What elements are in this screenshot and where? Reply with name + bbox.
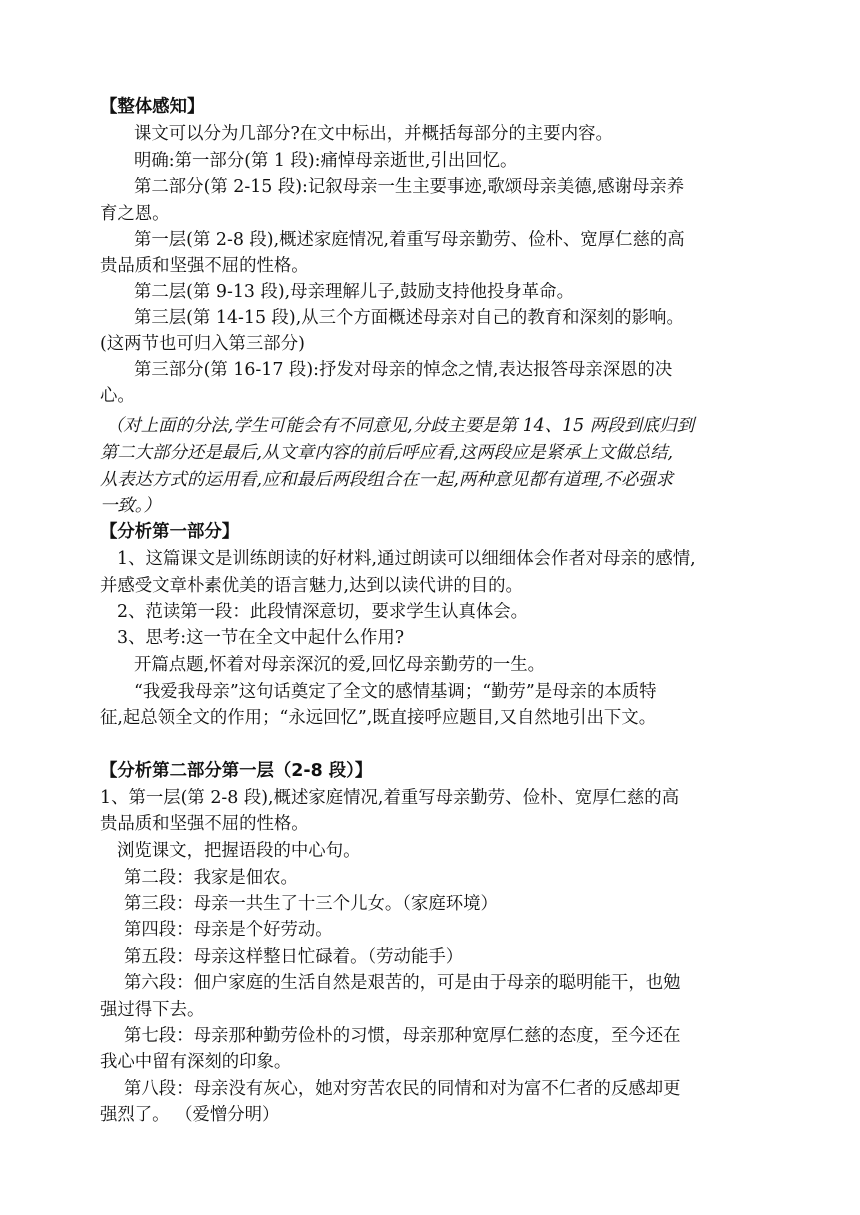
paragraph-line: 2、范读第一段：此段情深意切，要求学生认真体会。 (117, 602, 529, 622)
paragraph-line: 强烈了。 （爱憎分明） (100, 1105, 280, 1125)
paragraph-line: 强过得下去。 (100, 1000, 205, 1020)
note-line: 第二大部分还是最后,从文章内容的前后呼应看,这两段应是紧承上文做总结, (100, 443, 674, 463)
note-line: 从表达方式的运用看,应和最后两段组合在一起,两种意见都有道理,不必强求 (100, 470, 674, 490)
paragraph-line: 第二段：我家是佃农。 (124, 868, 298, 888)
paragraph-line: 心。 (100, 386, 135, 406)
section-title-part1: 【分析第一部分】 (100, 522, 240, 542)
paragraph-line: 育之恩。 (100, 204, 170, 224)
note-line: （对上面的分法,学生可能会有不同意见,分歧主要是第 14、15 两段到底归到 (106, 416, 695, 436)
paragraph-line: 第五段：母亲这样整日忙碌着。（劳动能手） (124, 947, 464, 967)
paragraph-line: 第三层(第 14-15 段),从三个方面概述母亲对自己的教育和深刻的影响。 (134, 308, 684, 328)
paragraph-line: 贵品质和坚强不屈的性格。 (100, 256, 309, 276)
paragraph-line: 明确:第一部分(第 1 段):痛悼母亲逝世,引出回忆。 (134, 151, 518, 171)
paragraph-line: 开篇点题,怀着对母亲深沉的爱,回忆母亲勤劳的一生。 (134, 655, 546, 675)
paragraph-line: 贵品质和坚强不屈的性格。 (100, 814, 309, 834)
paragraph-line: (这两节也可归入第三部分) (100, 334, 305, 354)
paragraph-line: 第八段：母亲没有灰心，她对穷苦农民的同情和对为富不仁者的反感却更 (124, 1079, 681, 1099)
paragraph-line: 我心中留有深刻的印象。 (100, 1052, 292, 1072)
paragraph-line: 课文可以分为几部分?在文中标出，并概括每部分的主要内容。 (134, 124, 613, 144)
paragraph-line: 1、第一层(第 2-8 段),概述家庭情况,着重写母亲勤劳、俭朴、宽厚仁慈的高 (100, 788, 680, 808)
paragraph-line: 并感受文章朴素优美的语言魅力,达到以读代讲的目的。 (100, 576, 523, 596)
paragraph-line: “我爱我母亲”这句话奠定了全文的感情基调；“勤劳”是母亲的本质特 (134, 682, 657, 702)
paragraph-line: 第三段：母亲一共生了十三个儿女。（家庭环境） (124, 894, 498, 914)
paragraph-line: 第六段：佃户家庭的生活自然是艰苦的，可是由于母亲的聪明能干，也勉 (124, 973, 681, 993)
note-line: 一致。） (100, 496, 161, 516)
section-title-overview: 【整体感知】 (100, 97, 205, 117)
paragraph-line: 征,起总领全文的作用；“永远回忆”,既直接呼应题目,又自然地引出下文。 (100, 708, 657, 728)
paragraph-line: 第二部分(第 2-15 段):记叙母亲一生主要事迹,歌颂母亲美德,感谢母亲养 (134, 177, 685, 197)
section-title-part2: 【分析第二部分第一层（2-8 段）】 (100, 761, 373, 781)
paragraph-line: 浏览课文，把握语段的中心句。 (117, 841, 361, 861)
paragraph-line: 第一层(第 2-8 段),概述家庭情况,着重写母亲勤劳、俭朴、宽厚仁慈的高 (134, 230, 685, 250)
paragraph-line: 3、思考:这一节在全文中起什么作用? (117, 628, 405, 648)
paragraph-line: 第三部分(第 16-17 段):抒发对母亲的悼念之情,表达报答母亲深恩的决 (134, 360, 673, 380)
paragraph-line: 第四段：母亲是个好劳动。 (124, 920, 333, 940)
paragraph-line: 第二层(第 9-13 段),母亲理解儿子,鼓励支持他投身革命。 (134, 282, 574, 302)
paragraph-line: 1、这篇课文是训练朗读的好材料,通过朗读可以细细体会作者对母亲的感情, (117, 549, 696, 569)
paragraph-line: 第七段：母亲那种勤劳俭朴的习惯，母亲那种宽厚仁慈的态度，至今还在 (124, 1026, 681, 1046)
